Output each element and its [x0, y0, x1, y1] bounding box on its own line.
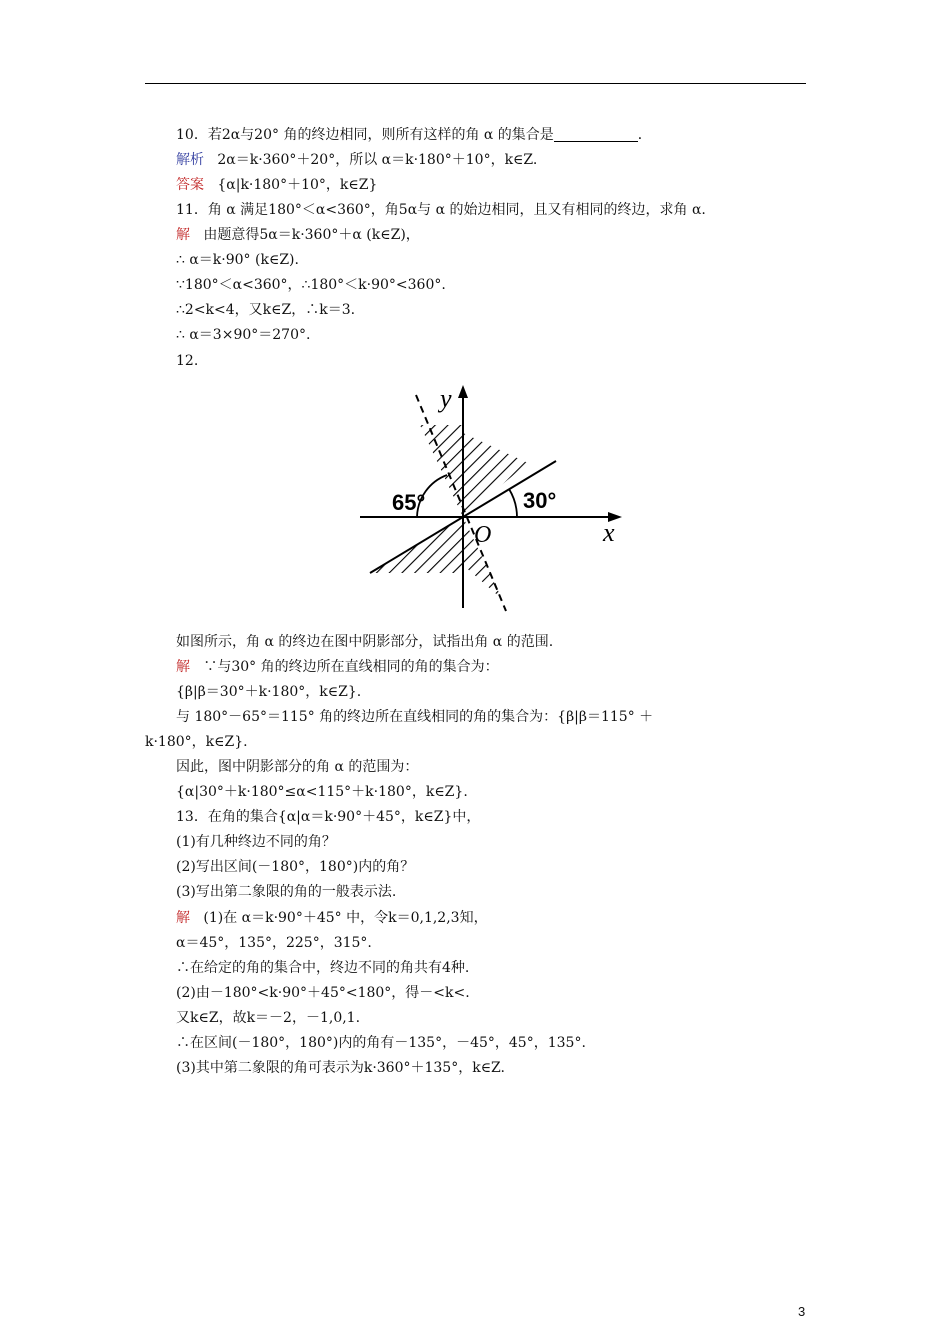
q13-question: 13．在角的集合{α|α＝k·90°＋45°，k∈Z}中，	[176, 809, 481, 825]
q11-question: 11．角 α 满足180°＜α<360°，角5α与 α 的始边相同，且又有相同的终边，求角 α.	[176, 202, 706, 218]
q13-solution-line: ∴在给定的角的集合中，终边不同的角共有4种.	[176, 960, 470, 976]
angle-arc-30	[509, 489, 517, 517]
header-rule	[145, 83, 806, 84]
answer-tag: 答案	[176, 177, 204, 193]
angle-label-30: 30°	[523, 488, 557, 513]
solution-tag: 解	[176, 659, 190, 675]
q12-solution-line: 解 ∵与30° 角的终边所在直线相同的角的集合为：	[176, 659, 499, 675]
q12-solution-line: k·180°，k∈Z}.	[145, 734, 248, 750]
solution-tag: 解	[176, 910, 190, 926]
origin-label: O	[474, 522, 492, 548]
q12-number: 12.	[176, 353, 199, 369]
q13-solution-line: α＝45°，135°，225°，315°.	[176, 935, 372, 951]
q13-solution-line: 解 (1)在 α＝k·90°＋45° 中，令k＝0,1,2,3知，	[176, 910, 488, 926]
q10-analysis: 解析 2α＝k·360°＋20°，所以 α＝k·180°＋10°，k∈Z.	[176, 152, 538, 168]
q11-solution-line: ∵180°＜α<360°，∴180°＜k·90°<360°.	[176, 277, 446, 293]
q11-solution-line: 解 由题意得5α＝k·360°＋α (k∈Z)，	[176, 227, 420, 243]
q11-solution-line: ∴ α＝k·90° (k∈Z).	[176, 252, 299, 268]
q10-answer: 答案 {α|k·180°＋10°，k∈Z}	[176, 177, 378, 193]
q10-question: 10．若2α与20° 角的终边相同，则所有这样的角 α 的集合是 ．	[176, 127, 652, 143]
y-axis-label: y	[440, 385, 452, 413]
q13-solution-line: ∴在区间(－180°，180°)内的角有－135°，－45°，45°，135°.	[176, 1035, 586, 1051]
q12-solution-line: 因此，图中阴影部分的角 α 的范围为：	[176, 759, 419, 775]
answer-blank	[554, 127, 638, 142]
analysis-tag: 解析	[176, 152, 204, 168]
q12-solution-line: 与 180°－65°＝115° 角的终边所在直线相同的角的集合为：{β|β＝115° ＋	[176, 709, 654, 725]
q12-solution-line: {β|β＝30°＋k·180°，k∈Z}.	[176, 684, 362, 700]
q12-question: 如图所示，角 α 的终边在图中阴影部分，试指出角 α 的范围.	[176, 634, 554, 650]
q13-solution-line: (2)由－180°<k·90°＋45°<180°，得－<k<.	[176, 985, 470, 1001]
q13-part: (1)有几种终边不同的角？	[176, 834, 336, 850]
y-axis-arrow-icon	[458, 385, 468, 398]
q12-solution-line: {α|30°＋k·180°≤α<115°＋k·180°，k∈Z}.	[176, 784, 468, 800]
angle-label-65: 65°	[392, 490, 426, 515]
shaded-region-upper	[420, 425, 528, 517]
x-axis-label: x	[603, 518, 615, 547]
angle-region-figure	[360, 385, 625, 615]
q13-solution-line: (3)其中第二象限的角可表示为k·360°＋135°，k∈Z.	[176, 1060, 505, 1076]
q11-solution-line: ∴2<k<4，又k∈Z，∴k＝3.	[176, 302, 356, 318]
q13-part: (2)写出区间(－180°，180°)内的角？	[176, 859, 415, 875]
q11-solution-line: ∴ α＝3×90°＝270°.	[176, 327, 311, 343]
q13-part: (3)写出第二象限的角的一般表示法.	[176, 884, 397, 900]
solution-tag: 解	[176, 227, 190, 243]
q13-solution-line: 又k∈Z，故k＝－2，－1,0,1.	[176, 1010, 361, 1026]
page-number: 3	[798, 1304, 806, 1319]
